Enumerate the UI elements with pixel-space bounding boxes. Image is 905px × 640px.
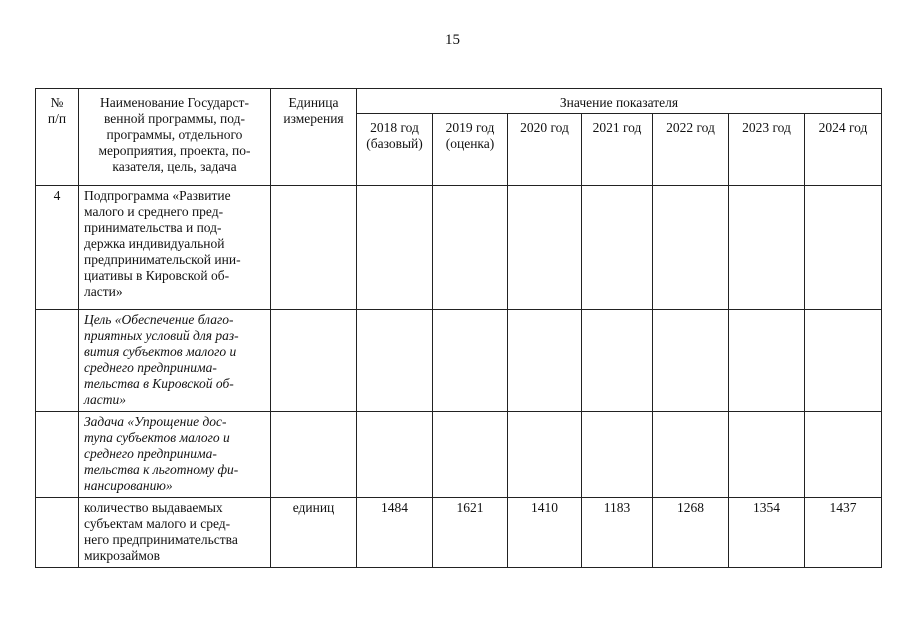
row-name (79, 498, 271, 568)
header-year (508, 114, 582, 186)
row-name-line: вития субъектов малого и (84, 344, 237, 359)
year-note: (базовый) (366, 136, 423, 151)
row-value (357, 186, 433, 310)
row-unit: единиц (271, 498, 357, 568)
row-name-line: Цель «Обеспечение благо- (84, 312, 234, 327)
row-value: 1354 (729, 498, 805, 568)
row-value (729, 186, 805, 310)
row-num (36, 310, 79, 412)
header-unit (271, 89, 357, 186)
row-value (653, 412, 729, 498)
row-value: 1437 (805, 498, 882, 568)
row-value (729, 310, 805, 412)
row-value: 1410 (508, 498, 582, 568)
row-name-line: тельства к льготному фи- (84, 462, 239, 477)
row-value: 1484 (357, 498, 433, 568)
year-label: 2018 год (370, 120, 419, 135)
table-row (36, 498, 882, 568)
header-unit-line: Единица (288, 95, 339, 110)
row-name-line: него предпринимательства (84, 532, 238, 547)
year-label: 2022 год (666, 120, 715, 135)
table-row (36, 310, 882, 412)
header-year (357, 114, 433, 186)
row-name-line: тупа субъектов малого и (84, 430, 230, 445)
row-value (433, 310, 508, 412)
year-label: 2024 год (818, 120, 868, 135)
row-name-line: циативы в Кировской об- (84, 268, 230, 283)
row-value (729, 412, 805, 498)
table-row (36, 412, 882, 498)
row-value: 1621 (433, 498, 508, 568)
row-unit (271, 186, 357, 310)
year-label: 2023 год (742, 120, 791, 135)
row-unit (271, 310, 357, 412)
row-value (805, 186, 882, 310)
row-name-line: Подпрограмма «Развитие (84, 188, 231, 203)
row-name-line: нансированию» (84, 478, 173, 493)
row-name-line: среднего предпринима- (84, 446, 217, 461)
table-header-row (36, 89, 882, 114)
row-name (79, 412, 271, 498)
row-name-line: малого и среднего пред- (84, 204, 224, 219)
row-name-line: приятных условий для раз- (84, 328, 239, 343)
row-unit (271, 412, 357, 498)
row-value (433, 412, 508, 498)
row-value (805, 412, 882, 498)
row-name-line: держка индивидуальной (84, 236, 225, 251)
row-num (36, 412, 79, 498)
row-value (508, 412, 582, 498)
row-num: 4 (36, 186, 79, 310)
row-num (36, 498, 79, 568)
indicator-table (35, 88, 882, 568)
header-year (805, 114, 882, 186)
header-year (582, 114, 653, 186)
row-value (433, 186, 508, 310)
header-year (729, 114, 805, 186)
header-num-line1: № (50, 95, 64, 110)
row-name-line: ласти» (84, 284, 123, 299)
header-indicator-value: Значение показателя (357, 89, 882, 114)
year-label: 2020 год (520, 120, 569, 135)
header-name-line: венной программы, под- (104, 111, 245, 126)
page-number: 15 (445, 32, 460, 48)
year-label: 2021 год (592, 120, 642, 135)
header-name (79, 89, 271, 186)
row-name-line: принимательства и под- (84, 220, 222, 235)
header-unit-line: измерения (283, 111, 344, 126)
header-year (653, 114, 729, 186)
year-label: 2019 год (445, 120, 495, 135)
row-value: 1268 (653, 498, 729, 568)
row-name (79, 310, 271, 412)
row-value (653, 186, 729, 310)
row-name-line: предпринимательской ини- (84, 252, 241, 267)
row-value (582, 310, 653, 412)
row-name (79, 186, 271, 310)
row-value (582, 412, 653, 498)
header-name-line: казателя, цель, задача (112, 159, 237, 174)
row-value (508, 186, 582, 310)
row-value (582, 186, 653, 310)
header-num-line2: п/п (47, 111, 67, 126)
row-name-line: ласти» (84, 392, 127, 407)
row-value (357, 310, 433, 412)
row-value (805, 310, 882, 412)
row-name-line: субъектам малого и сред- (84, 516, 231, 531)
row-value (357, 412, 433, 498)
header-num (36, 89, 79, 186)
row-value (653, 310, 729, 412)
row-value: 1183 (582, 498, 653, 568)
table-row (36, 186, 882, 310)
row-value (508, 310, 582, 412)
year-note: (оценка) (445, 136, 495, 151)
row-name-line: микрозаймов (84, 548, 161, 563)
row-name-line: Задача «Упрощение дос- (84, 414, 227, 429)
row-name-line: тельства в Кировской об- (84, 376, 234, 391)
header-name-line: мероприятия, проекта, по- (98, 143, 251, 158)
header-name-line: Наименование Государст- (100, 95, 249, 110)
row-name-line: количество выдаваемых (84, 500, 223, 515)
header-year (433, 114, 508, 186)
header-name-line: программы, отдельного (106, 127, 243, 142)
row-name-line: среднего предпринима- (84, 360, 217, 375)
